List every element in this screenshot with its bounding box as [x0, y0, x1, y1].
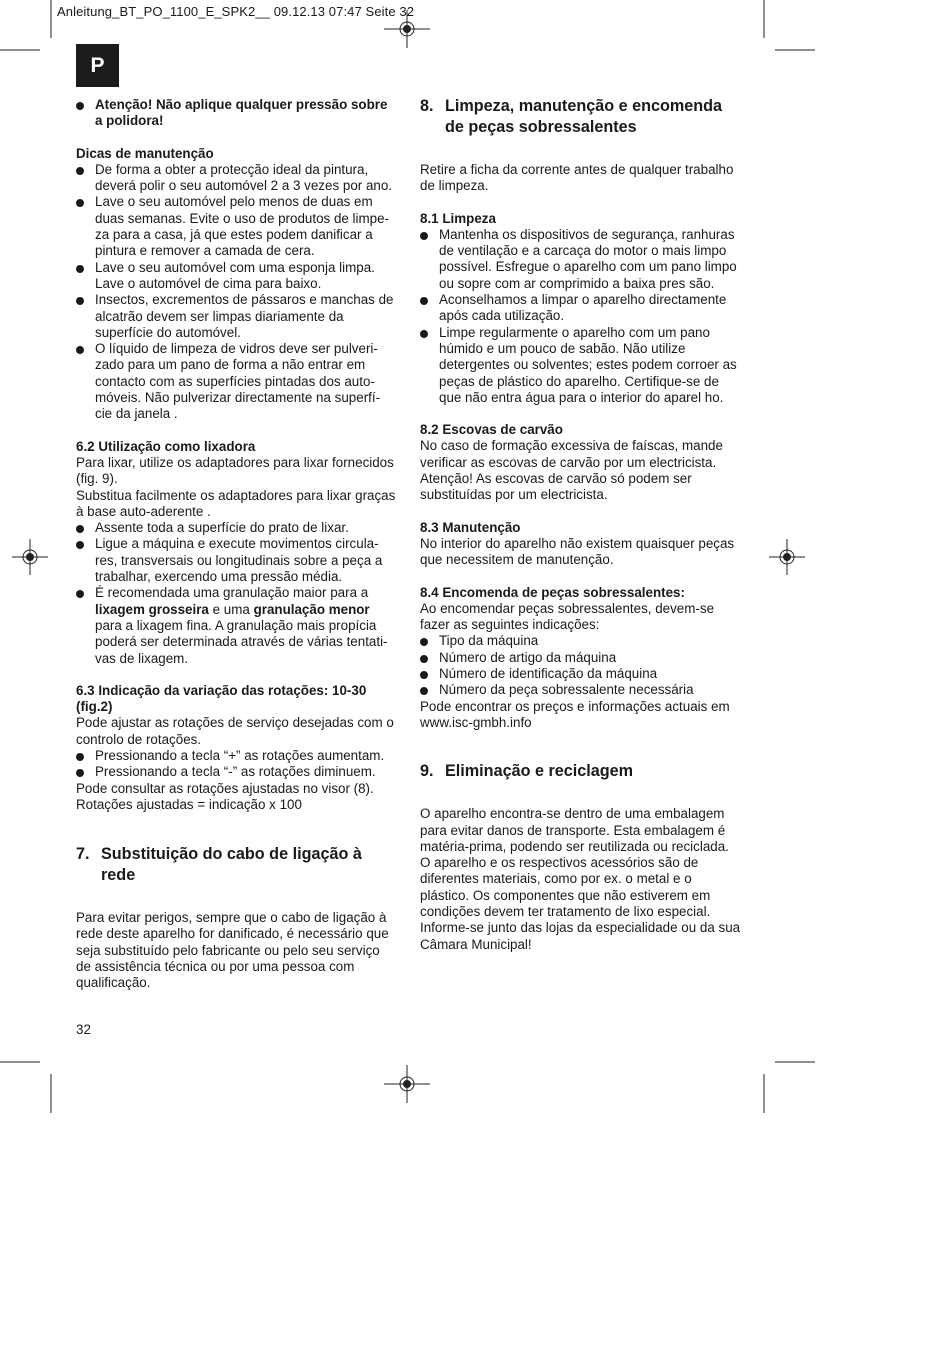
list-item: Número da peça sobressalente necessária — [420, 682, 742, 698]
section-6-2-title: 6.2 Utilização como lixadora — [76, 438, 256, 454]
language-badge: P — [76, 44, 119, 87]
list-item: Número de artigo da máquina — [420, 650, 742, 666]
section-9-heading: 9. Eliminação e reciclagem — [420, 762, 634, 781]
list-item: Tipo da máquina — [420, 633, 742, 649]
list-item: Mantenha os dispositivos de segurança, ranhuras de ventilação e a carcaça do motor o mais limpo possível. Esfregue o aparelho com um pano limpo ou sopre com ar comprimido a baixa pres são. — [420, 227, 742, 292]
list-item: Limpe regularmente o aparelho com um pano húmido e um pouco de sabão. Não utilize detergentes ou solventes; estes podem corroer as peças de plástico do aparelho. Certifique-se de que não entra água para o interior do aparel ho. — [420, 325, 742, 406]
section-8-3-title: 8.3 Manutenção — [420, 519, 521, 535]
list-item: De forma a obter a protecção ideal da pintura, deverá polir o seu automóvel 2 a 3 vezes por ano. — [76, 162, 396, 195]
list-item: Lave o seu automóvel com uma esponja limpa. Lave o automóvel de cima para baixo. — [76, 260, 396, 293]
section-8-3-paragraph: No interior do aparelho não existem quaisquer peças que necessitem de manutenção. — [420, 535, 735, 568]
registration-target-left — [12, 539, 48, 575]
list-item: Assente toda a superfície do prato de lixar. — [76, 520, 396, 536]
bold-term: lixagem grosseira — [95, 601, 209, 617]
right-column — [420, 96, 742, 953]
section-8-paragraph: Retire a ficha da corrente antes de qualquer trabalho de limpeza. — [420, 162, 734, 194]
left-column — [76, 97, 396, 992]
section-8-2-title: 8.2 Escovas de carvão — [420, 422, 563, 438]
section-6-3-paragraph: Rotações ajustadas = indicação x 100 — [76, 796, 302, 812]
maintenance-tips-title: Dicas de manutenção — [76, 145, 214, 161]
registration-target-right — [769, 539, 805, 575]
file-header: Anleitung_BT_PO_1100_E_SPK2__ 09.12.13 07:47 Seite 32 — [57, 4, 415, 19]
section-8-4-title: 8.4 Encomenda de peças sobressalentes: — [420, 584, 685, 600]
warning-item: Atenção! Não aplique qualquer pressão sobre a polidora! — [76, 97, 396, 130]
list-item: Lave o seu automóvel pelo menos de duas em duas semanas. Evite o uso de produtos de limpe-za para a casa, já que estes podem danificar a pintura e remover a camada de cera. — [76, 194, 396, 259]
registration-target-bottom — [384, 1065, 430, 1103]
section-8-2-paragraph: Atenção! As escovas de carvão só podem ser substituídas por um electricista. — [420, 471, 692, 503]
list-item: O líquido de limpeza de vidros deve ser pulveri-zado para um pano de forma a não entrar em contacto com as superfícies pintadas dos auto-móveis. Não pulverizar directamente na superfí-cie da janela . — [76, 341, 396, 422]
list-item: Pressionando a tecla “+” as rotações aumentam. — [76, 748, 396, 764]
section-6-2-paragraph: Para lixar, utilize os adaptadores para lixar fornecidos (fig. 9). — [76, 454, 394, 487]
section-8-2-paragraph: No caso de formação excessiva de faíscas, mande verificar as escovas de carvão por um electricista. — [420, 438, 723, 470]
warning-list — [76, 97, 396, 130]
bold-term: granulação menor — [253, 601, 370, 617]
section-8-heading: 8. Limpeza, manutenção e encomenda de peças sobressalentes — [420, 97, 723, 136]
list-item: Insectos, excrementos de pássaros e manchas de alcatrão devem ser limpas diariamente da superfície do automóvel. — [76, 292, 396, 341]
section-7-paragraph: Para evitar perigos, sempre que o cabo de ligação à rede deste aparelho for danificado, é necessário que seja substituído pelo fabricante ou pelo seu serviço de assistência técnica ou por uma pessoa com qualificação. — [76, 910, 389, 991]
section-6-3-paragraph: Pode consultar as rotações ajustadas no visor (8). — [76, 780, 374, 796]
section-6-3-list — [76, 748, 396, 781]
section-7-heading: 7. Substituição do cabo de ligação à rede — [76, 845, 362, 885]
section-8-1-list — [420, 227, 742, 406]
page-number: 32 — [76, 1022, 91, 1037]
section-6-3-title: 6.3 Indicação da variação das rotações: 10-30 (fig.2) — [76, 682, 367, 715]
section-8-1-title: 8.1 Limpeza — [420, 210, 496, 226]
section-8-4-list — [420, 633, 742, 698]
list-item: Número de identificação da máquina — [420, 666, 742, 682]
list-item: Pressionando a tecla “-” as rotações diminuem. — [76, 764, 396, 780]
section-8-4-paragraph: Pode encontrar os preços e informações actuais em www.isc-gmbh.info — [420, 698, 730, 730]
section-8-4-paragraph: Ao encomendar peças sobressalentes, devem-se fazer as seguintes indicações: — [420, 600, 715, 633]
section-6-3-paragraph: Pode ajustar as rotações de serviço desejadas com o controlo de rotações. — [76, 715, 394, 747]
section-6-2-paragraph: Substitua facilmente os adaptadores para lixar graças à base auto-aderente . — [76, 487, 396, 519]
list-item: Aconselhamos a limpar o aparelho directamente após cada utilização. — [420, 292, 742, 325]
section-6-2-list — [76, 520, 396, 667]
list-item: É recomendada uma granulação maior para a lixagem grosseira e uma granulação menor para a lixagem fina. A granulação mais propícia poderá ser determinada através de várias tentati-vas de lixagem. — [76, 585, 396, 666]
maintenance-tips-list — [76, 162, 396, 423]
section-9-paragraph: O aparelho encontra-se dentro de uma embalagem para evitar danos de transporte. Esta embalagem é matéria-prima, podendo ser reutilizada ou reciclada. O aparelho e os respectivos acessórios são de diferentes materiais, como por ex. o metal e o plástico. Os componentes que não estiverem em condições devem ter tratamento de lixo especial. Informe-se junto das lojas da especialidade ou da sua Câmara Municipal! — [420, 806, 741, 952]
list-item: Ligue a máquina e execute movimentos circula-res, transversais ou longitudinais sobre a peça a trabalhar, exercendo uma pressão média. — [76, 536, 396, 585]
